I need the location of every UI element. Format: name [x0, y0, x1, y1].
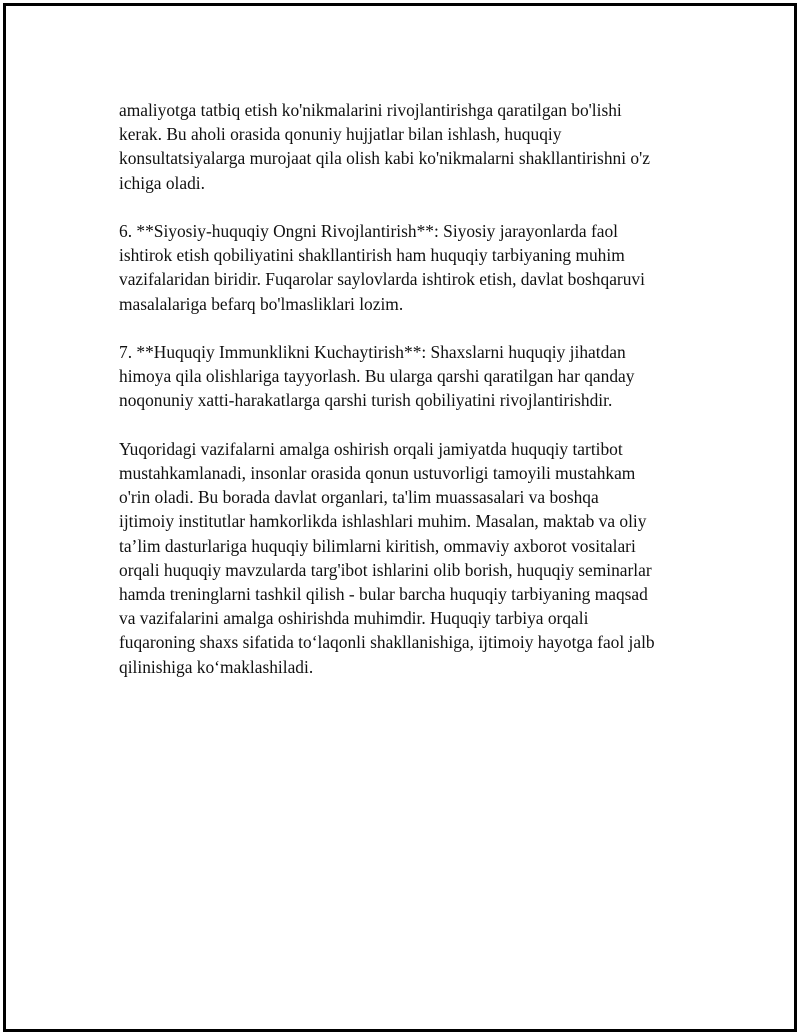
text-line: mustahkamlanadi, insonlar orasida qonun ustuvorligi tamoyili mustahkam [119, 463, 636, 483]
text-line: ijtimoiy institutlar hamkorlikda ishlashlari muhim. Masalan, maktab va oliy [119, 511, 647, 532]
text-line: ishtirok etish qobiliyatini shakllantirish ham huquqiy tarbiyaning muhim [119, 245, 625, 266]
text-line: hamda treninglarni tashkil qilish - bular barcha huquqiy tarbiyaning maqsad [119, 584, 648, 605]
text-line: noqonuniy xatti-harakatlarga qarshi turish qobiliyatini rivojlantirishdir. [119, 390, 613, 411]
text-line: 6. **Siyosiy-huquqiy Ongni Rivojlantirish**: Siyosiy jarayonlarda faol [119, 221, 618, 241]
paragraph-item-7 [119, 340, 699, 413]
text-line: masalalariga befarq bo'lmasliklari lozim. [119, 293, 404, 314]
text-line: amaliyotga tatbiq etish ko'nikmalarini rivojlantirishga qaratilgan bo'lishi [119, 100, 622, 120]
text-line: fuqaroning shaxs sifatida to‘laqonli shakllanishiga, ijtimoiy hayotga faol jalb [119, 632, 655, 653]
text-line: konsultatsiyalarga murojaat qila olish kabi ko'nikmalarni shakllantirishni o'z [119, 148, 650, 169]
text-line: va vazifalarini amalga oshirishda muhimdir. Huquqiy tarbiya orqali [119, 608, 589, 629]
text-line: qilinishiga ko‘maklashiladi. [119, 656, 314, 677]
text-line: ta’lim dasturlariga huquqiy bilimlarni kiritish, ommaviy axborot vositalari [119, 535, 636, 556]
text-line: himoya qila olishlariga tayyorlash. Bu ularga qarshi qaratilgan har qanday [119, 366, 635, 387]
text-line: o'rin oladi. Bu borada davlat organlari, ta'lim muassasalari va boshqa [119, 487, 599, 508]
paragraph-item-6 [119, 219, 699, 316]
text-line: Yuqoridagi vazifalarni amalga oshirish orqali jamiyatda huquqiy tartibot [119, 438, 623, 459]
document-page [3, 3, 797, 1032]
text-line: orqali huquqiy mavzularda targ'ibot ishlarini olib borish, huquqiy seminarlar [119, 559, 652, 580]
paragraph-conclusion [119, 437, 699, 679]
text-line: 7. **Huquqiy Immunklikni Kuchaytirish**: Shaxslarni huquqiy jihatdan [119, 342, 626, 362]
text-line: vazifalaridan biridir. Fuqarolar saylovlarda ishtirok etish, davlat boshqaruvi [119, 269, 645, 290]
text-line: kerak. Bu aholi orasida qonuniy hujjatlar bilan ishlash, huquqiy [119, 124, 562, 145]
text-line: ichiga oladi. [119, 172, 205, 193]
paragraph-practical-skills [119, 98, 699, 195]
document-body [119, 98, 699, 703]
